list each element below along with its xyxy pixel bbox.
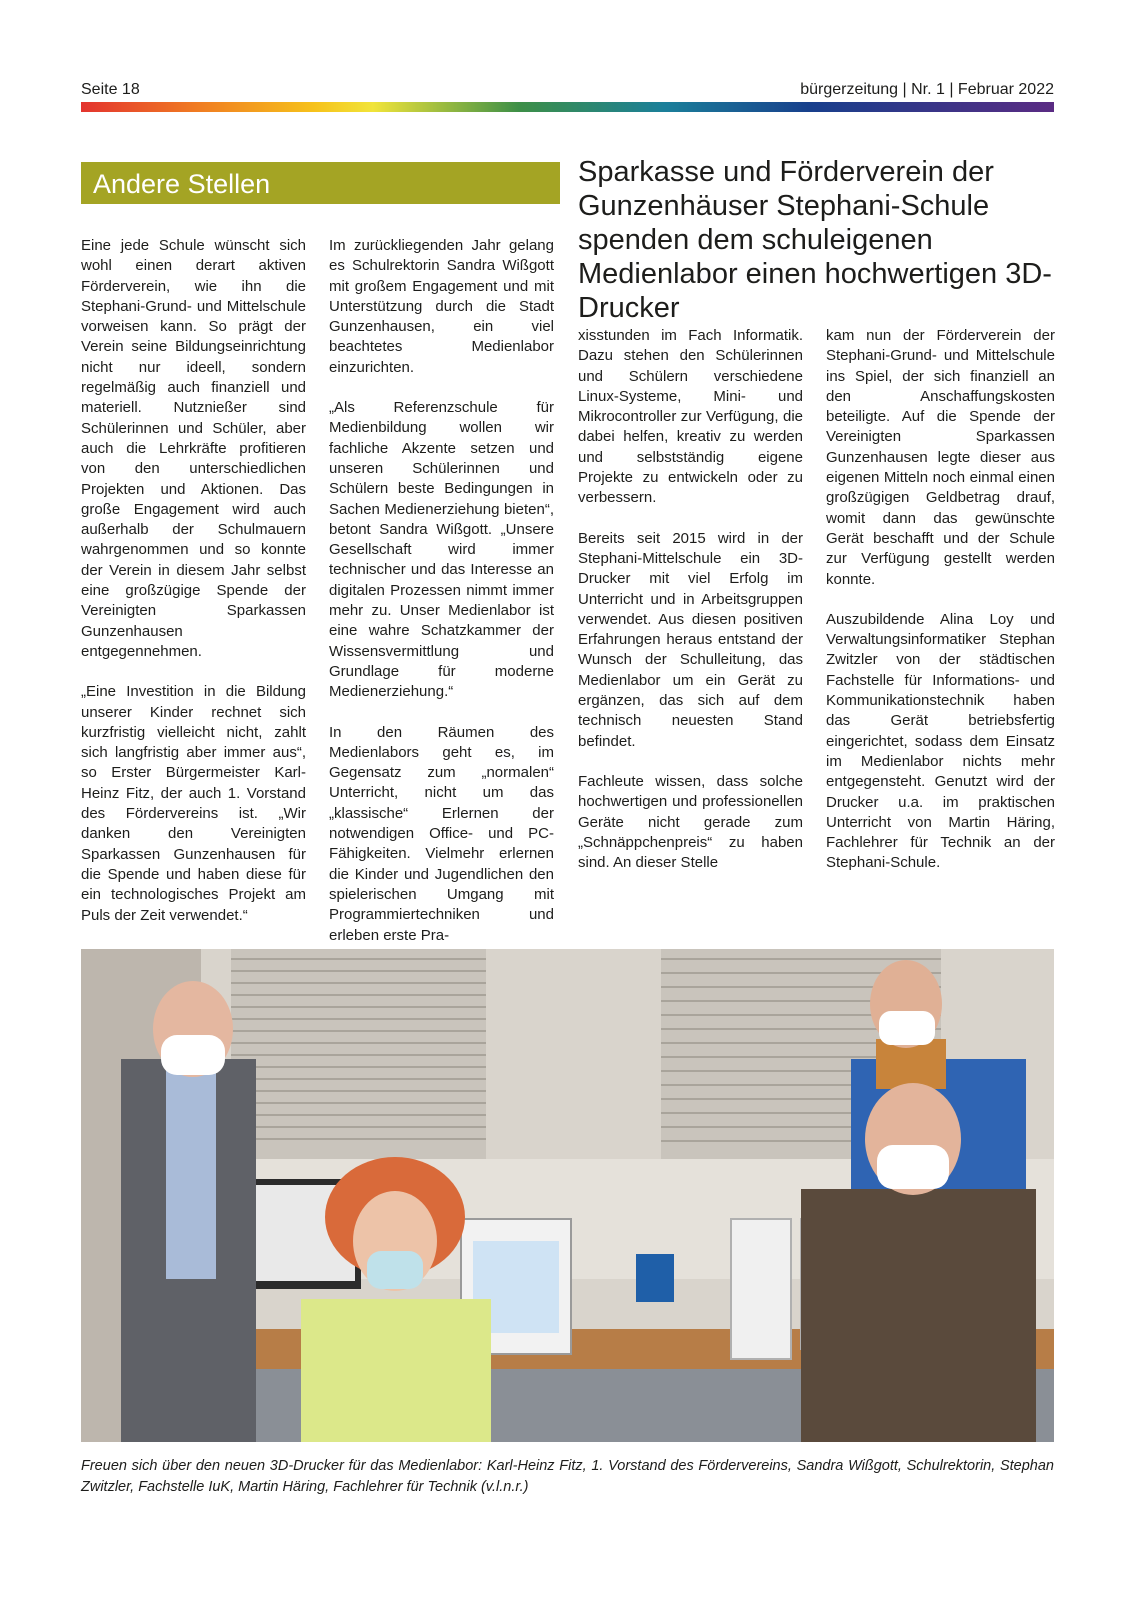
paragraph: „Eine Investition in die Bildung unserer Kinder rechnet sich kurzfristig vielleicht nicht, zahlt sich langfristig aber immer aus“, so Erster Bürgermeister Karl-Heinz Fitz, der auch 1. Vorstand des Fördervereins ist. „Wir danken den Vereinigten Sparkassen Gunzenhausen für die Spende und haben diese für ein technologisches Projekt am Puls der Zeit verwendet.“	[81, 683, 306, 924]
rainbow-divider	[81, 102, 1054, 112]
article-photo	[81, 949, 1054, 1442]
publication-info: bürgerzeitung | Nr. 1 | Februar 2022	[800, 81, 1054, 98]
article-column-1	[81, 236, 306, 946]
paragraph: kam nun der Förderverein der Stephani-Grund- und Mittelschule ins Spiel, der sich finanziell an den Anschaffungskosten beteiligte. Auf die Spende der Vereinigten Sparkassen Gunzenhausen legte dieser aus eigenen Mitteln noch einmal einen großzügigen Geldbetrag drauf, womit dann das gewünschte Gerät beschafft und der Schule zur Verfügung gestellt werden konnte.	[826, 327, 1055, 588]
page-number: Seite 18	[81, 81, 140, 98]
paragraph: Im zurückliegenden Jahr gelang es Schulrektorin Sandra Wißgott mit großem Engagement und mit Unterstützung durch die Stadt Gunzenhausen, ein viel beachtetes Medienlabor einzurichten.	[329, 237, 554, 376]
paragraph: „Als Referenzschule für Medienbildung wollen wir fachliche Akzente setzen und unseren Schülerinnen und Schülern beste Bedingungen in Sachen Medienerziehung bieten“, betont Sandra Wißgott. „Unsere Gesellschaft wird immer technischer und das Interesse an digitalen Prozessen nimmt immer mehr zu. Unser Medienlabor ist eine wahre Schatzkammer der Wissensvermittlung und Grundlage für moderne Medienerziehung.“	[329, 399, 554, 701]
paragraph: Auszubildende Alina Loy und Verwaltungsinformatiker Stephan Zwitzler von der städtischen Fachstelle für Informations- und Kommunikationstechnik haben das Gerät betriebsfertig eingerichtet, sodass dem Einsatz im Medienlabor nichts mehr entgegensteht. Genutzt wird der Drucker u.a. im praktischen Unterricht von Martin Häring, Fachlehrer für Technik an der Stephani-Schule.	[826, 610, 1055, 872]
article-column-2	[329, 236, 554, 966]
paragraph: Bereits seit 2015 wird in der Stephani-Mittelschule ein 3D-Drucker mit viel Erfolg im Unterricht und in Arbeitsgruppen verwendet. Aus diesen positiven Erfahrungen heraus entstand der Wunsch der Schulleitung, das Medienlabor um ein Gerät zu ergänzen, das sich auf dem technisch neuesten Stand befindet.	[578, 529, 803, 750]
photo-caption: Freuen sich über den neuen 3D-Drucker für das Medienlabor: Karl-Heinz Fitz, 1. Vorstand des Fördervereins, Sandra Wißgott, Schulrektorin, Stephan Zwitzler, Fachstelle IuK, Martin Häring, Fachlehrer für Technik (v.l.n.r.)	[81, 1458, 1054, 1495]
section-label: Andere Stellen	[81, 162, 560, 204]
paragraph: Eine jede Schule wünscht sich wohl einen derart aktiven Förderverein, wie ihn die Stephani-Grund- und Mittelschule vorweisen kann. So prägt der Verein seine Bildungseinrichtung nicht nur ideell, sondern regelmäßig auch finanziell und materiell. Nutznießer sind Schülerinnen und Schüler, aber auch die Lehrkräfte profitieren von den unterschiedlichen Projekten und Aktionen. Das große Engagement wird auch außerhalb der Schulmauern wahrgenommen und so konnte der Verein in diesem Jahr selbst eine großzügige Spende der Vereinigten Sparkassen Gunzenhausen entgegennehmen.	[81, 237, 306, 660]
paragraph: xisstunden im Fach Informatik. Dazu stehen den Schülerinnen und Schülern verschiedene Linux-Systeme, Mini- und Mikrocontroller zur Verfügung, die dabei helfen, kreativ zu werden und selbstständig eigene Projekte zu entwickeln oder zu verbessern.	[578, 327, 803, 507]
article-headline: Sparkasse und Förderverein der Gunzenhäuser Stephani-Schule spenden dem schuleigenen Medienlabor einen hochwertigen 3D-Drucker	[578, 156, 1052, 324]
photo-illustration	[81, 949, 1054, 1442]
article-column-3	[578, 326, 803, 893]
article-column-4	[826, 326, 1055, 894]
paragraph: In den Räumen des Medienlabors geht es, im Gegensatz zum „normalen“ Unterricht, nicht um das „klassische“ Erlernen der notwendigen Office- und PC-Fähigkeiten. Vielmehr erlernen die Kinder und Jugendlichen den spielerischen Umgang mit Programmiertechniken und erleben erste Pra-	[329, 723, 554, 944]
paragraph: Fachleute wissen, dass solche hochwertigen und professionellen Geräte nicht gerade zum „Schnäppchenpreis“ zu haben sind. An dieser Stelle	[578, 772, 803, 872]
page-header	[81, 78, 1054, 102]
